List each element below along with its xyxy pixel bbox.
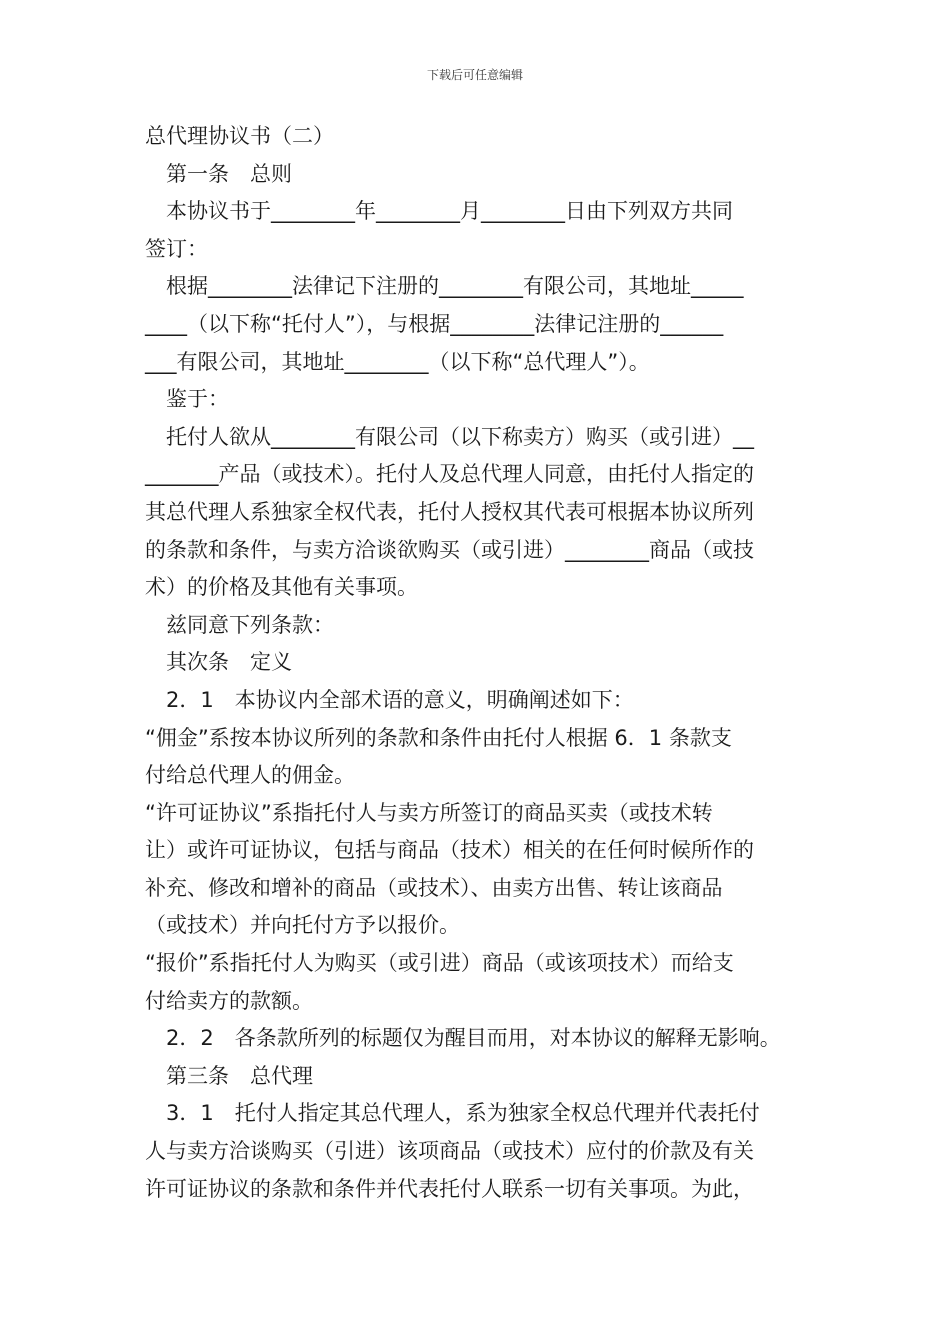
document-title: 总代理协议书（二） (145, 124, 334, 148)
body-line: “佣金”系按本协议所列的条款和条件由托付人根据 6．1 条款支 (145, 725, 732, 750)
body-line: （或技术）并向托付方予以报价。 (145, 913, 460, 938)
body-line: 让）或许可证协议，包括与商品（技术）相关的在任何时候所作的 (145, 838, 754, 863)
clause-line: 2．1 本协议内全部术语的意义，明确阐述如下： (166, 687, 634, 712)
page-header: 下载后可任意编辑 (426, 68, 523, 82)
body-line: 许可证协议的条款和条件并代表托付人联系一切有关事项。为此， (145, 1176, 754, 1201)
article-heading: 第一条 总则 (166, 161, 292, 186)
body-line: 兹同意下列条款： (166, 612, 334, 637)
body-line: 术）的价格及其他有关事项。 (145, 575, 418, 600)
body-line: 补充、修改和增补的商品（或技术）、由卖方出售、转让该商品 (145, 875, 723, 900)
body-line: 鉴于： (166, 387, 229, 412)
article-heading: 其次条 定义 (166, 650, 292, 675)
body-line: 签订： (145, 236, 208, 261)
clause-line: 2．2 各条款所列的标题仅为醒目而用，对本协议的解释无影响。 (166, 1026, 781, 1051)
body-line: ____（以下称“托付人”），与根据________法律记注册的______ (145, 311, 724, 336)
body-line: _______产品（或技术）。托付人及总代理人同意，由托付人指定的 (145, 462, 754, 487)
body-line: 人与卖方洽谈购买（引进）该项商品（或技术）应付的价款及有关 (145, 1139, 754, 1164)
body-line: “许可证协议”系指托付人与卖方所签订的商品买卖（或技术转 (145, 800, 713, 825)
body-line: 本协议书于________年________月________日由下列双方共同 (166, 199, 733, 224)
body-line: 其总代理人系独家全权代表，托付人授权其代表可根据本协议所列 (145, 499, 754, 524)
body-line: ___有限公司，其地址________（以下称“总代理人”）。 (145, 349, 650, 374)
clause-line: 3．1 托付人指定其总代理人，系为独家全权总代理并代表托付 (166, 1101, 760, 1126)
body-line: 根据________法律记下注册的________有限公司，其地址_____ (166, 274, 744, 299)
body-line: 托付人欲从________有限公司（以下称卖方）购买（或引进）__ (166, 424, 754, 449)
body-line: “报价”系指托付人为购买（或引进）商品（或该项技术）而给支 (145, 951, 734, 976)
body-line: 的条款和条件，与卖方洽谈欲购买（或引进）________商品（或技 (145, 537, 754, 562)
body-line: 付给总代理人的佣金。 (145, 763, 355, 788)
body-line: 付给卖方的款额。 (145, 988, 313, 1013)
article-heading: 第三条 总代理 (166, 1063, 313, 1088)
document-body (145, 118, 810, 1208)
